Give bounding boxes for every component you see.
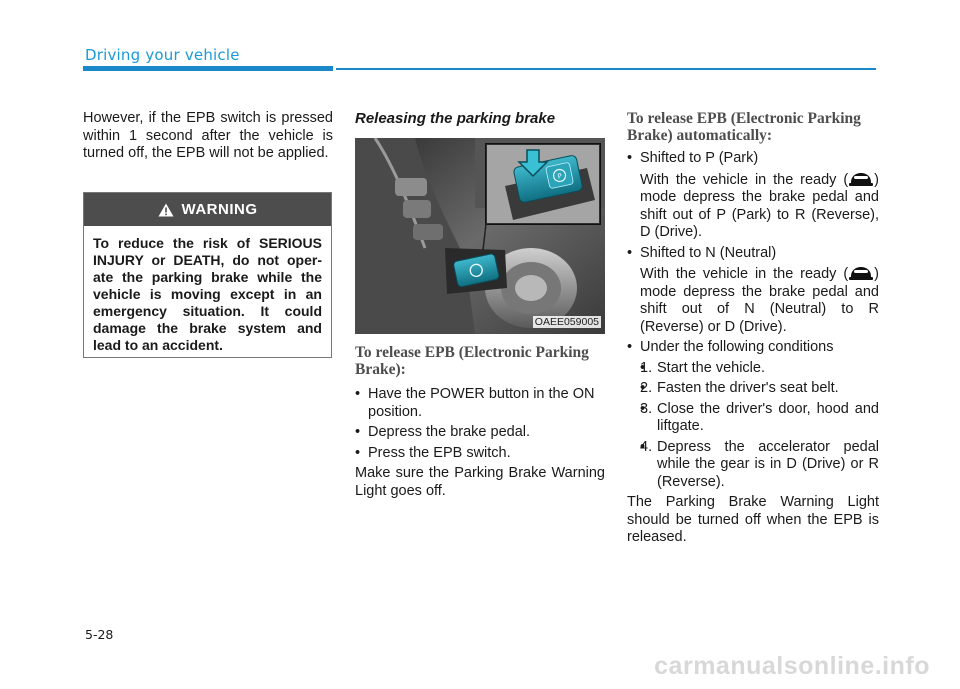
ready-indicator-icon <box>848 265 874 281</box>
step-number: • 1. <box>640 359 653 376</box>
step-text: Depress the accelerator pedal while the gear is in D (Drive) or R (Reverse). <box>657 438 879 490</box>
header-rule-thick <box>83 66 333 71</box>
step-text: Fasten the driver's seat belt. <box>657 380 839 396</box>
release-epb-heading: To release EPB (Electronic Parking Brake): <box>355 344 589 378</box>
watermark: carmanualsonline.info <box>654 652 930 680</box>
step-number: • 3. <box>640 400 653 417</box>
list-item: • Have the POWER button in the ON position. <box>355 386 605 421</box>
release-steps-list <box>355 386 605 462</box>
epb-console-illustration <box>355 138 605 334</box>
bullet-title: Under the following conditions <box>640 339 834 355</box>
step-item <box>640 401 879 436</box>
ready-indicator-icon <box>848 171 874 187</box>
step-number: • 2. <box>640 380 653 396</box>
warning-text: To reduce the risk of SERIOUS INJURY or DEATH, do not oper-ate the parking brake while the vehicle is moving except in an emergency situation. It could damage the brake system and lead to an accident. <box>93 235 322 353</box>
warning-title: WARNING <box>181 201 258 218</box>
step-number: • 4. <box>640 438 653 455</box>
step-item <box>640 380 879 398</box>
bullet-title: Shifted to P (Park) <box>640 150 759 166</box>
figure-code: OAEE059005 <box>534 316 599 328</box>
ready-text: With the vehicle in the ready ( <box>640 266 849 282</box>
conditions-list <box>640 360 879 492</box>
auto-release-list <box>627 150 879 491</box>
page-number: 5-28 <box>85 627 114 642</box>
step-text: Start the vehicle. <box>657 359 765 376</box>
bullet-description <box>640 171 879 242</box>
list-item <box>627 339 879 491</box>
ready-text-continued: ) mode depress the brake pedal and shift out of P (Park) to R (Reverse), D (Drive). <box>640 171 879 240</box>
closing-paragraph: The Parking Brake Warning Light should be turned off when the EPB is released. <box>627 494 879 545</box>
column-3 <box>627 110 879 547</box>
auto-release-heading: To release EPB (Electronic Parking Brake) automatically: <box>627 110 861 144</box>
list-item: • Press the EPB switch. <box>355 445 605 463</box>
closing-paragraph: Make sure the Parking Brake Warning Light goes off. <box>355 465 605 499</box>
column-2 <box>355 110 605 500</box>
ready-text-continued: ) mode depress the brake pedal and shift out of N (Neutral) to R (Reverse) or D (Drive). <box>640 266 879 335</box>
list-item <box>627 150 879 242</box>
list-item <box>627 245 879 337</box>
step-item <box>640 360 879 378</box>
ready-text: With the vehicle in the ready ( <box>640 171 849 188</box>
intro-paragraph: However, if the EPB switch is pressed within 1 second after the vehicle is turned off, the EPB will not be applied. <box>83 110 333 161</box>
svg-text:P: P <box>556 172 563 181</box>
center-console-image <box>355 138 605 334</box>
bullet-title: Shifted to N (Neutral) <box>640 244 777 261</box>
warning-box <box>83 192 332 358</box>
bullet-description <box>640 265 879 336</box>
warning-header <box>84 193 331 226</box>
step-item <box>640 439 879 492</box>
column-1 <box>83 110 333 163</box>
section-title: Driving your vehicle <box>85 46 240 64</box>
header-rule-thin <box>336 68 876 70</box>
list-item: • Depress the brake pedal. <box>355 424 605 442</box>
releasing-heading: Releasing the parking brake <box>355 110 556 127</box>
warning-triangle-icon <box>158 203 174 217</box>
step-text: Close the driver's door, hood and liftgate. <box>657 400 879 434</box>
